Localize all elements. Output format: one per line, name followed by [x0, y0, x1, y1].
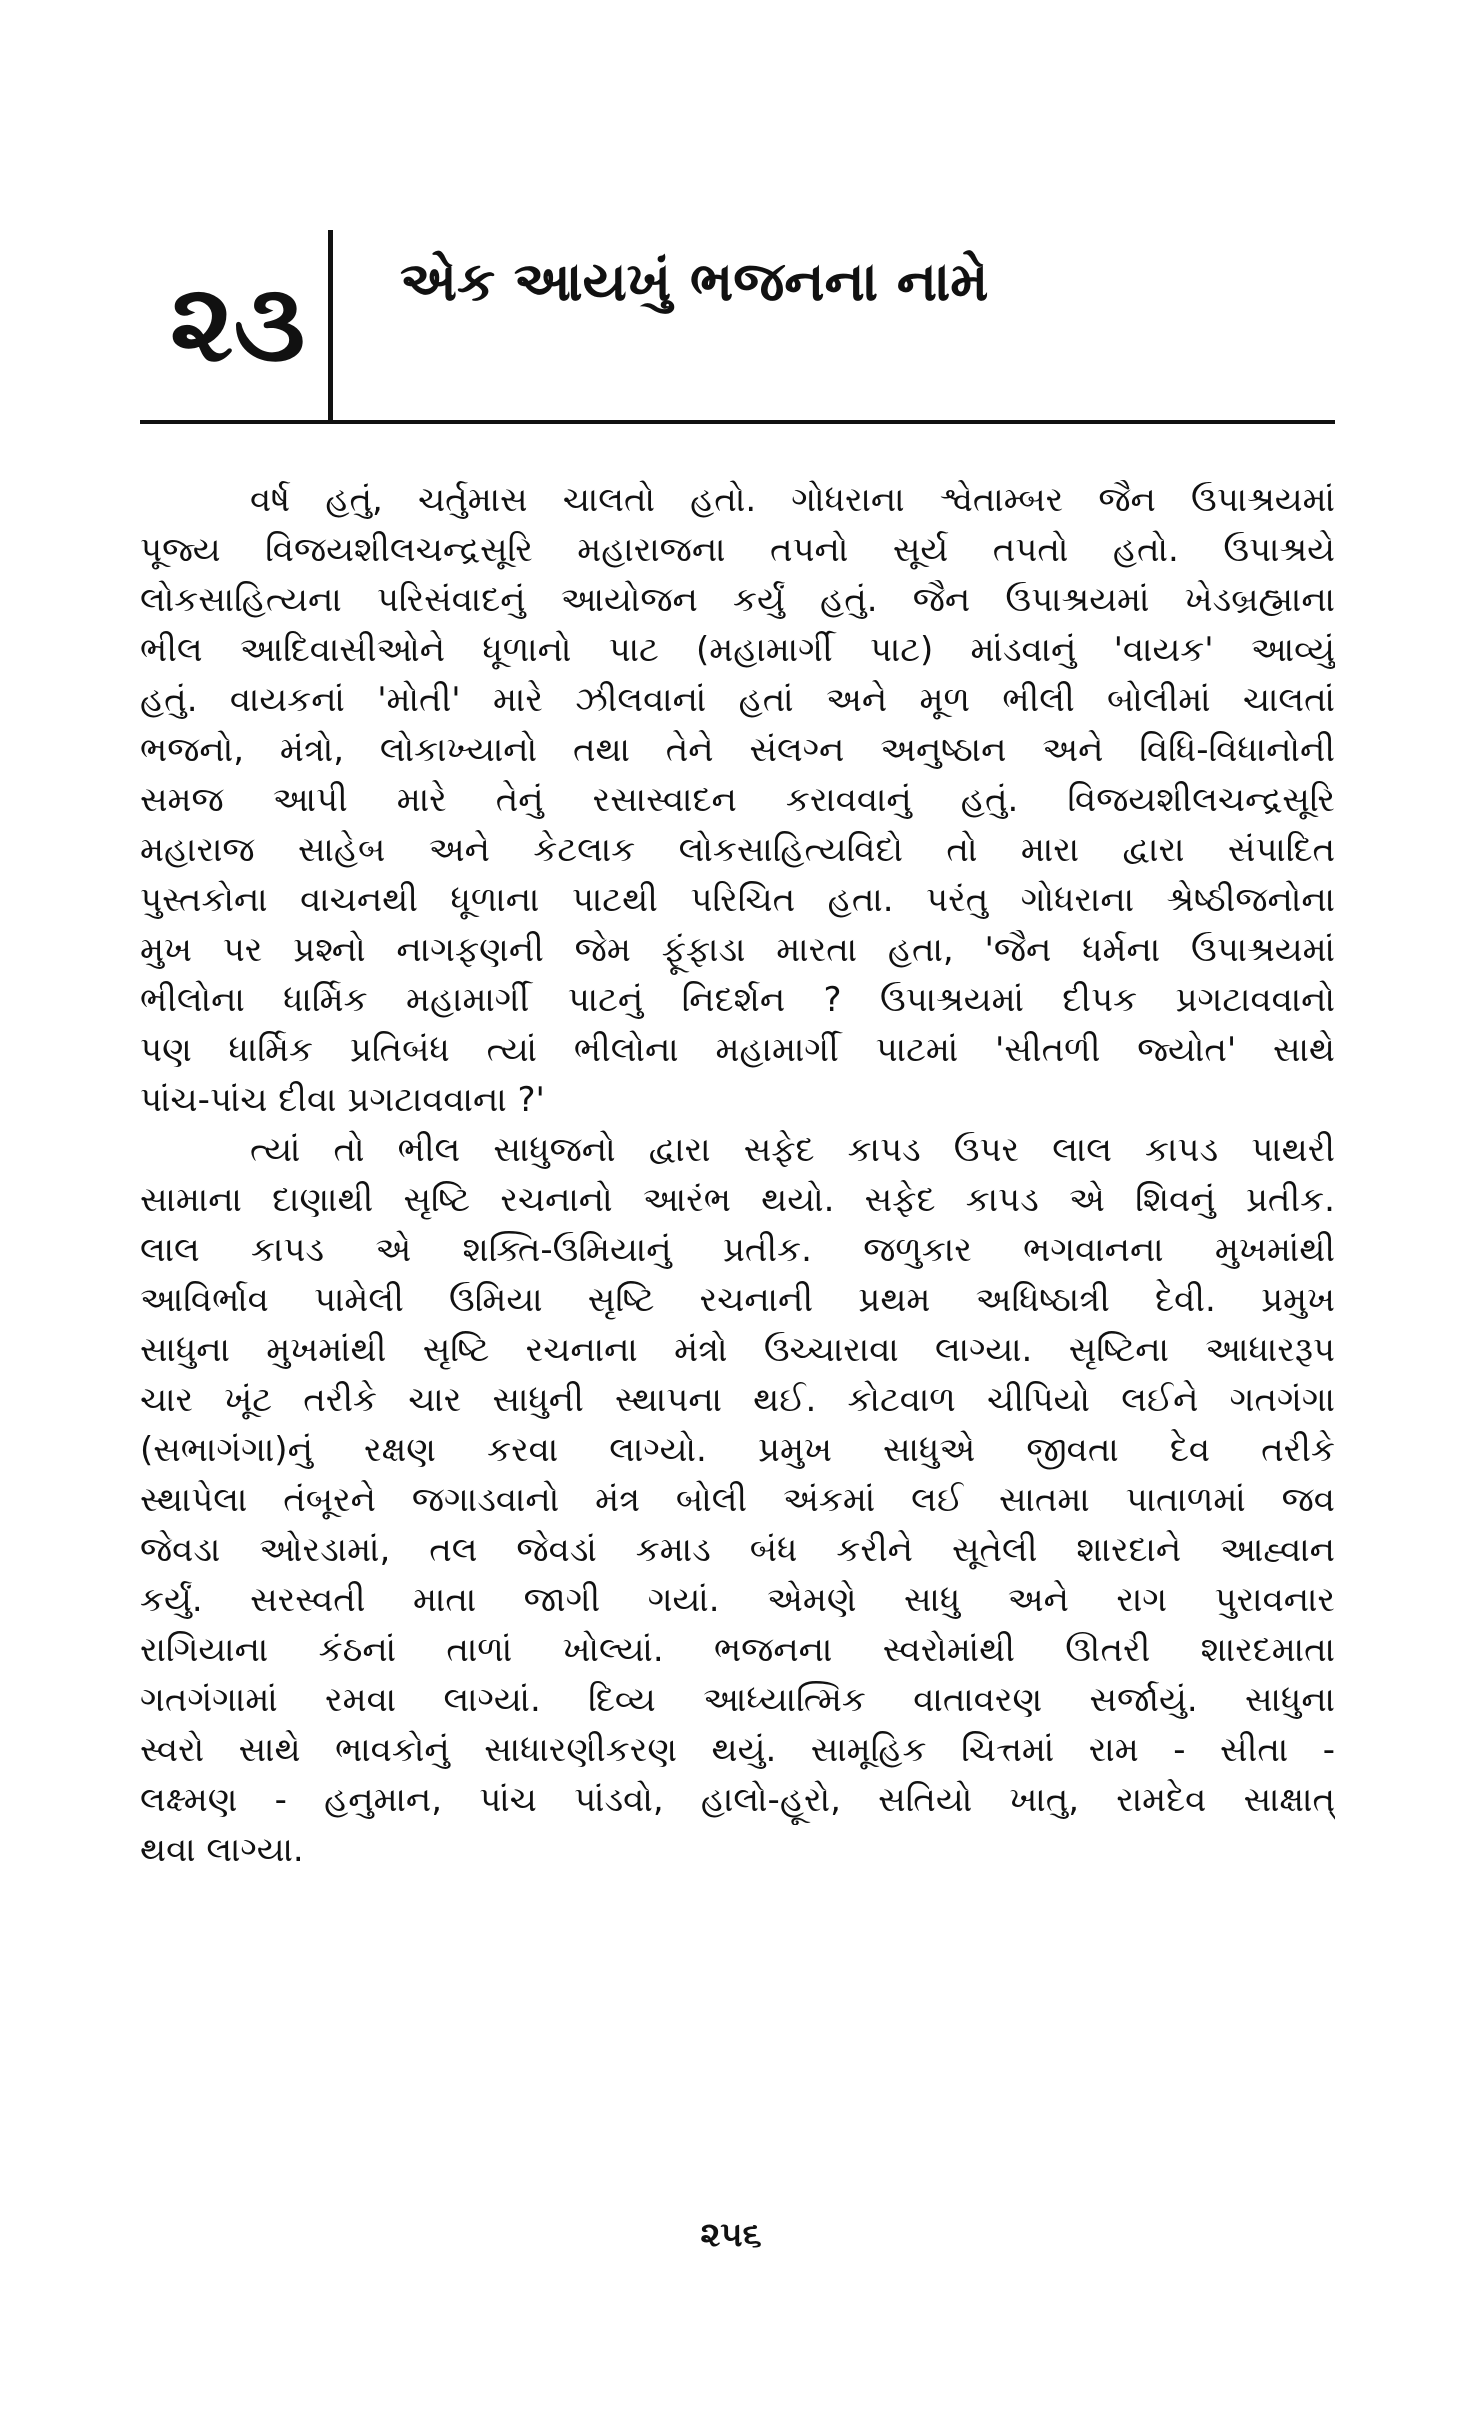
text-line: સ્વરો સાથે ભાવકોનું સાધારણીકરણ થયું. સામૂહિક ચિત્તમાં રામ - સીતા - — [140, 1730, 1335, 1770]
text-line: રાગિયાના કંઠનાં તાળાં ખોલ્યાં. ભજનના સ્વરોમાંથી ઊતરી શારદમાતા — [140, 1630, 1335, 1670]
text-line: કર્યું. સરસ્વતી માતા જાગી ગયાં. એમણે સાધુ અને રાગ પુરાવનાર — [140, 1580, 1335, 1620]
text-line: મુખ પર પ્રશ્નો નાગફણની જેમ ફૂંફાડા મારતા હતા, 'જૈન ધર્મના ઉપાશ્રયમાં — [140, 930, 1335, 970]
text-line: વર્ષ હતું, ચર્તુમાસ ચાલતો હતો. ગોધરાના શ્વેતામ્બર જૈન ઉપાશ્રયમાં — [250, 480, 1335, 520]
chapter-header — [140, 230, 1335, 430]
body-text — [140, 475, 1335, 1875]
text-line: પણ ધાર્મિક પ્રતિબંધ ત્યાં ભીલોના મહામાર્ગી પાટમાં 'સીતળી જ્યોત' સાથે — [140, 1030, 1335, 1070]
header-divider — [328, 230, 333, 420]
text-line: સામાના દાણાથી સૃષ્ટિ રચનાનો આરંભ થયો. સફેદ કાપડ એ શિવનું પ્રતીક. — [140, 1180, 1335, 1220]
paragraph-2 — [140, 1125, 1335, 1875]
text-line: થવા લાગ્યા. — [140, 1830, 304, 1870]
chapter-title: એક આયખું ભજનના નામે — [400, 250, 989, 313]
header-rule — [140, 420, 1335, 424]
paragraph-1 — [140, 475, 1335, 1125]
text-line: લક્ષ્મણ - હનુમાન, પાંચ પાંડવો, હાલો-હૂરો, સતિયો ખાતુ, રામદેવ સાક્ષાત્ — [140, 1780, 1335, 1820]
text-line: પુસ્તકોના વાચનથી ધૂળાના પાટથી પરિચિત હતા. પરંતુ ગોધરાના શ્રેષ્ઠીજનોના — [140, 880, 1335, 920]
text-line: આવિર્ભાવ પામેલી ઉમિયા સૃષ્ટિ રચનાની પ્રથમ અધિષ્ઠાત્રી દેવી. પ્રમુખ — [140, 1280, 1335, 1320]
text-line: ત્યાં તો ભીલ સાધુજનો દ્વારા સફેદ કાપડ ઉપર લાલ કાપડ પાથરી — [250, 1130, 1335, 1170]
text-line: સ્થાપેલા તંબૂરને જગાડવાનો મંત્ર બોલી અંકમાં લઈ સાતમા પાતાળમાં જવ — [140, 1480, 1335, 1520]
text-line: હતું. વાયકનાં 'મોતી' મારે ઝીલવાનાં હતાં અને મૂળ ભીલી બોલીમાં ચાલતાં — [140, 680, 1335, 720]
text-line: લોકસાહિત્યના પરિસંવાદનું આયોજન કર્યું હતું. જૈન ઉપાશ્રયમાં ખેડબ્રહ્માના — [140, 580, 1335, 620]
text-line: ભીલ આદિવાસીઓને ધૂળાનો પાટ (મહામાર્ગી પાટ) માંડવાનું 'વાયક' આવ્યું — [140, 630, 1335, 670]
text-line: ચાર ખૂંટ તરીકે ચાર સાધુની સ્થાપના થઈ. કોટવાળ ચીપિયો લઈને ગતગંગા — [140, 1380, 1335, 1420]
text-line: ભીલોના ધાર્મિક મહામાર્ગી પાટનું નિદર્શન ? ઉપાશ્રયમાં દીપક પ્રગટાવવાનો — [140, 980, 1335, 1020]
text-line: જેવડા ઓરડામાં, તલ જેવડાં કમાડ બંધ કરીને સૂતેલી શારદાને આહ્વાન — [140, 1530, 1335, 1570]
text-line: (સભાગંગા)નું રક્ષણ કરવા લાગ્યો. પ્રમુખ સાધુએ જીવતા દેવ તરીકે — [140, 1430, 1335, 1470]
chapter-number: ૨૩ — [170, 261, 306, 386]
text-line: સાધુના મુખમાંથી સૃષ્ટિ રચનાના મંત્રો ઉચ્ચારાવા લાગ્યા. સૃષ્ટિના આધારરૂપ — [140, 1330, 1335, 1370]
text-line: ભજનો, મંત્રો, લોકાખ્યાનો તથા તેને સંલગ્ન અનુષ્ઠાન અને વિધિ-વિધાનોની — [140, 730, 1335, 770]
text-line: ગતગંગામાં રમવા લાગ્યાં. દિવ્ય આધ્યાત્મિક વાતાવરણ સર્જાયું. સાધુના — [140, 1680, 1335, 1720]
text-line: લાલ કાપડ એ શક્તિ-ઉમિયાનું પ્રતીક. જળુકાર ભગવાનના મુખમાંથી — [140, 1230, 1335, 1270]
text-line: સમજ આપી મારે તેનું રસાસ્વાદન કરાવવાનું હતું. વિજયશીલચન્દ્રસૂરિ — [140, 780, 1335, 820]
text-line: પૂજ્ય વિજયશીલચન્દ્રસૂરિ મહારાજના તપનો સૂર્ય તપતો હતો. ઉપાશ્રયે — [140, 530, 1335, 570]
text-line: મહારાજ સાહેબ અને કેટલાક લોકસાહિત્યવિદો તો મારા દ્વારા સંપાદિત — [140, 830, 1335, 870]
page-number: ૨૫૬ — [700, 2215, 762, 2255]
text-line: પાંચ-પાંચ દીવા પ્રગટાવવાના ?' — [140, 1080, 545, 1120]
